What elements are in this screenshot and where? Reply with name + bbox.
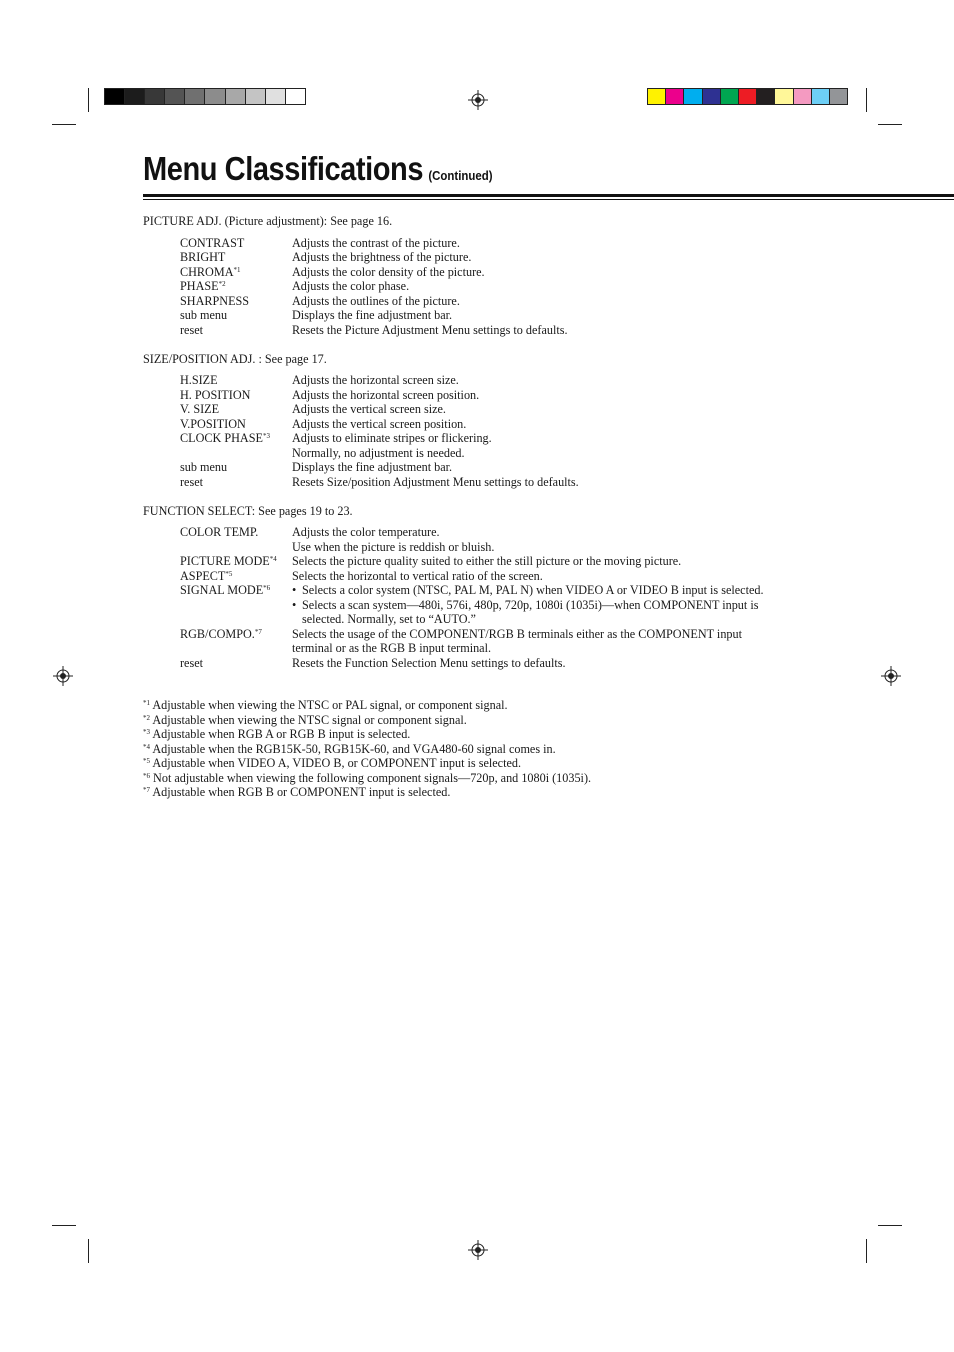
menu-item-description xyxy=(292,525,843,554)
menu-item-term xyxy=(180,323,292,338)
menu-item-name: SIGNAL MODE xyxy=(180,583,264,597)
grey-swatch xyxy=(105,89,125,104)
footnote-ref: *6 xyxy=(263,584,271,592)
menu-item-row xyxy=(180,656,843,671)
footnote xyxy=(143,771,843,786)
menu-item-term xyxy=(180,279,292,294)
menu-section xyxy=(143,214,843,337)
crop-mark xyxy=(866,88,867,112)
description-line: Adjusts the color temperature. xyxy=(292,525,440,539)
description-line: Adjusts the horizontal screen position. xyxy=(292,387,480,402)
crop-mark xyxy=(52,124,76,125)
description-line: Adjusts the color phase. xyxy=(292,279,410,293)
menu-item-term xyxy=(180,627,292,656)
menu-item-row xyxy=(180,627,843,656)
registration-target-icon xyxy=(468,1240,488,1260)
menu-item-list xyxy=(143,373,843,489)
footnote-mark: *2 xyxy=(143,713,150,722)
menu-item-description xyxy=(292,475,843,490)
menu-item-name: SHARPNESS xyxy=(180,293,250,308)
footnote xyxy=(143,698,843,713)
menu-item-row xyxy=(180,294,843,309)
color-swatch xyxy=(794,89,812,104)
menu-item-description xyxy=(292,656,843,671)
menu-item-row xyxy=(180,554,843,569)
menu-item-name: CLOCK PHASE xyxy=(180,431,263,445)
footnote-ref: *2 xyxy=(218,280,226,288)
footnote-text: Adjustable when VIDEO A, VIDEO B, or COMPONENT input is selected. xyxy=(152,756,522,770)
footnote xyxy=(143,785,843,800)
footnote-text: Adjustable when RGB A or RGB B input is selected. xyxy=(152,727,411,741)
description-line: Resets the Picture Adjustment Menu settings to defaults. xyxy=(292,322,568,337)
color-swatch xyxy=(775,89,793,104)
footnote xyxy=(143,713,843,728)
menu-item-row xyxy=(180,475,843,490)
color-registration-bar xyxy=(647,88,848,105)
menu-item-row xyxy=(180,569,843,584)
description-line: Adjusts the color density of the picture. xyxy=(292,264,485,279)
menu-item-row xyxy=(180,583,843,627)
menu-item-name: V.POSITION xyxy=(180,416,246,431)
footnotes xyxy=(143,698,843,800)
menu-item-term xyxy=(180,525,292,554)
bullet-line: Selects a color system (NTSC, PAL M, PAL N) when VIDEO A or VIDEO B input is selected. xyxy=(302,583,764,597)
color-swatch xyxy=(739,89,757,104)
menu-item-description xyxy=(292,583,843,627)
menu-item-name: BRIGHT xyxy=(180,250,226,264)
menu-item-name: H. POSITION xyxy=(180,387,251,402)
menu-item-row xyxy=(180,402,843,417)
grey-swatch xyxy=(205,89,225,104)
menu-item-description xyxy=(292,308,843,323)
footnote xyxy=(143,742,843,757)
document-body xyxy=(143,214,843,800)
menu-item-description xyxy=(292,373,843,388)
menu-item-description xyxy=(292,402,843,417)
menu-item-name: reset xyxy=(180,474,204,489)
description-line: Selects the picture quality suited to either the still picture or the moving picture. xyxy=(292,554,682,568)
menu-item-description xyxy=(292,323,843,338)
grey-swatch xyxy=(246,89,266,104)
color-swatch xyxy=(703,89,721,104)
description-line: Resets Size/position Adjustment Menu settings to defaults. xyxy=(292,474,579,489)
description-line: Resets the Function Selection Menu settings to defaults. xyxy=(292,655,566,670)
grey-swatch xyxy=(145,89,165,104)
footnote-text: Adjustable when RGB B or COMPONENT input is selected. xyxy=(152,785,451,799)
menu-item-row xyxy=(180,431,843,460)
menu-item-term xyxy=(180,402,292,417)
description-line: Adjusts the horizontal screen size. xyxy=(292,373,459,387)
registration-target-icon xyxy=(53,666,73,686)
description-line: Displays the fine adjustment bar. xyxy=(292,460,453,474)
menu-item-name: V. SIZE xyxy=(180,402,220,416)
page-title xyxy=(143,150,493,188)
section-heading: PICTURE ADJ. (Picture adjustment): See page 16. xyxy=(143,214,393,228)
menu-item-row xyxy=(180,308,843,323)
menu-item-term xyxy=(180,388,292,403)
description-line: Adjusts the vertical screen size. xyxy=(292,402,446,416)
menu-item-name: reset xyxy=(180,655,204,670)
footnote-mark: *7 xyxy=(143,786,150,794)
menu-item-name: COLOR TEMP. xyxy=(180,525,259,539)
grey-registration-bar xyxy=(104,88,306,105)
description-line: Adjusts the vertical screen position. xyxy=(292,416,467,431)
menu-item-row xyxy=(180,388,843,403)
menu-item-description xyxy=(292,265,843,280)
menu-item-description xyxy=(292,388,843,403)
title-rule-thick xyxy=(143,194,954,197)
menu-item-name: reset xyxy=(180,322,204,337)
menu-item-list xyxy=(143,525,843,670)
menu-item-row xyxy=(180,265,843,280)
menu-item-term xyxy=(180,417,292,432)
menu-item-name: sub menu xyxy=(180,460,228,474)
bullet-text xyxy=(302,598,758,627)
bullet-text xyxy=(302,583,764,598)
menu-item-row xyxy=(180,460,843,475)
menu-item-term xyxy=(180,460,292,475)
menu-item-name: ASPECT xyxy=(180,568,226,583)
crop-mark xyxy=(88,1239,89,1263)
menu-item-term xyxy=(180,265,292,280)
color-swatch xyxy=(648,89,666,104)
description-line: terminal or as the RGB B input terminal. xyxy=(292,641,492,655)
grey-swatch xyxy=(286,89,305,104)
menu-item-row xyxy=(180,373,843,388)
menu-item-term xyxy=(180,308,292,323)
footnote-mark: *6 xyxy=(143,771,150,780)
menu-item-term xyxy=(180,554,292,569)
crop-mark xyxy=(88,88,89,112)
menu-item-description xyxy=(292,236,843,251)
crop-mark xyxy=(878,1225,902,1226)
menu-item-name: PHASE xyxy=(180,279,219,293)
menu-item-list xyxy=(143,236,843,338)
footnote-text: Adjustable when viewing the NTSC signal or component signal. xyxy=(152,712,467,727)
menu-item-name: CHROMA xyxy=(180,264,234,279)
footnote-ref: *1 xyxy=(233,265,241,274)
menu-item-description xyxy=(292,554,843,569)
menu-item-term xyxy=(180,583,292,627)
menu-item-name: sub menu xyxy=(180,308,228,322)
menu-item-name: RGB/COMPO. xyxy=(180,626,255,641)
footnote-mark: *3 xyxy=(143,728,150,736)
section-heading: FUNCTION SELECT: See pages 19 to 23. xyxy=(143,503,353,518)
footnote-ref: *4 xyxy=(269,555,277,563)
menu-item-term xyxy=(180,431,292,460)
description-line: Use when the picture is reddish or bluish. xyxy=(292,539,495,554)
color-swatch xyxy=(666,89,684,104)
footnote xyxy=(143,727,843,742)
description-line: Adjusts the contrast of the picture. xyxy=(292,235,460,250)
bullet-icon: • xyxy=(292,583,297,597)
menu-item-description xyxy=(292,569,843,584)
section-heading: SIZE/POSITION ADJ. : See page 17. xyxy=(143,351,327,366)
footnote-text: Adjustable when the RGB15K-50, RGB15K-60, and VGA480-60 signal comes in. xyxy=(152,741,556,756)
bullet-item xyxy=(292,598,843,627)
bullet-line: Selects a scan system—480i, 576i, 480p, 720p, 1080i (1035i)—when COMPONENT input is xyxy=(302,597,759,612)
footnote-mark: *5 xyxy=(143,757,150,765)
crop-mark xyxy=(52,1225,76,1226)
description-line: Selects the horizontal to vertical ratio of the screen. xyxy=(292,568,543,583)
color-swatch xyxy=(830,89,847,104)
registration-target-icon xyxy=(881,666,901,686)
menu-item-row xyxy=(180,236,843,251)
crop-mark xyxy=(866,1239,867,1263)
menu-item-description xyxy=(292,279,843,294)
grey-swatch xyxy=(226,89,246,104)
menu-item-name: PICTURE MODE xyxy=(180,554,270,568)
menu-item-row xyxy=(180,279,843,294)
footnote-mark: *4 xyxy=(143,742,150,751)
menu-item-row xyxy=(180,323,843,338)
title-rule-thin xyxy=(143,199,954,200)
registration-target-icon xyxy=(468,90,488,110)
menu-item-row xyxy=(180,417,843,432)
grey-swatch xyxy=(165,89,185,104)
bullet-item xyxy=(292,583,843,598)
color-swatch xyxy=(812,89,830,104)
menu-item-description xyxy=(292,417,843,432)
menu-item-row xyxy=(180,525,843,554)
footnote-text: Adjustable when viewing the NTSC or PAL signal, or component signal. xyxy=(152,698,508,712)
description-line: Adjusts the brightness of the picture. xyxy=(292,250,472,264)
color-swatch xyxy=(757,89,775,104)
menu-item-description xyxy=(292,460,843,475)
grey-swatch xyxy=(125,89,145,104)
menu-item-row xyxy=(180,250,843,265)
menu-item-description xyxy=(292,250,843,265)
menu-item-term xyxy=(180,475,292,490)
bullet-icon: • xyxy=(292,597,297,612)
grey-swatch xyxy=(266,89,286,104)
crop-mark xyxy=(878,124,902,125)
menu-item-term xyxy=(180,569,292,584)
footnote-text: Not adjustable when viewing the following component signals—720p, and 1080i (1035i). xyxy=(153,770,592,785)
menu-item-term xyxy=(180,373,292,388)
footnote-ref: *7 xyxy=(254,627,262,636)
menu-section xyxy=(143,352,843,490)
menu-item-term xyxy=(180,250,292,265)
grey-swatch xyxy=(185,89,205,104)
menu-item-description xyxy=(292,431,843,460)
description-line: Adjusts to eliminate stripes or flickering. xyxy=(292,431,492,445)
description-line: Displays the fine adjustment bar. xyxy=(292,308,453,322)
description-line: Normally, no adjustment is needed. xyxy=(292,445,465,460)
description-line: Selects the usage of the COMPONENT/RGB B terminals either as the COMPONENT input xyxy=(292,626,742,641)
menu-item-description xyxy=(292,627,843,656)
footnote-mark: *1 xyxy=(143,699,150,707)
menu-item-description xyxy=(292,294,843,309)
footnote-ref: *3 xyxy=(262,432,270,440)
menu-item-name: CONTRAST xyxy=(180,235,245,250)
bullet-line: selected. Normally, set to “AUTO.” xyxy=(302,612,476,626)
menu-item-term xyxy=(180,294,292,309)
footnote-ref: *5 xyxy=(225,569,233,578)
menu-section xyxy=(143,504,843,671)
page-title-text: Menu Classifications xyxy=(143,150,424,187)
color-swatch xyxy=(684,89,702,104)
menu-item-term xyxy=(180,236,292,251)
menu-item-term xyxy=(180,656,292,671)
menu-item-name: H.SIZE xyxy=(180,373,218,387)
continued-label: (Continued) xyxy=(428,168,493,183)
description-line: Adjusts the outlines of the picture. xyxy=(292,293,460,308)
color-swatch xyxy=(721,89,739,104)
footnote xyxy=(143,756,843,771)
